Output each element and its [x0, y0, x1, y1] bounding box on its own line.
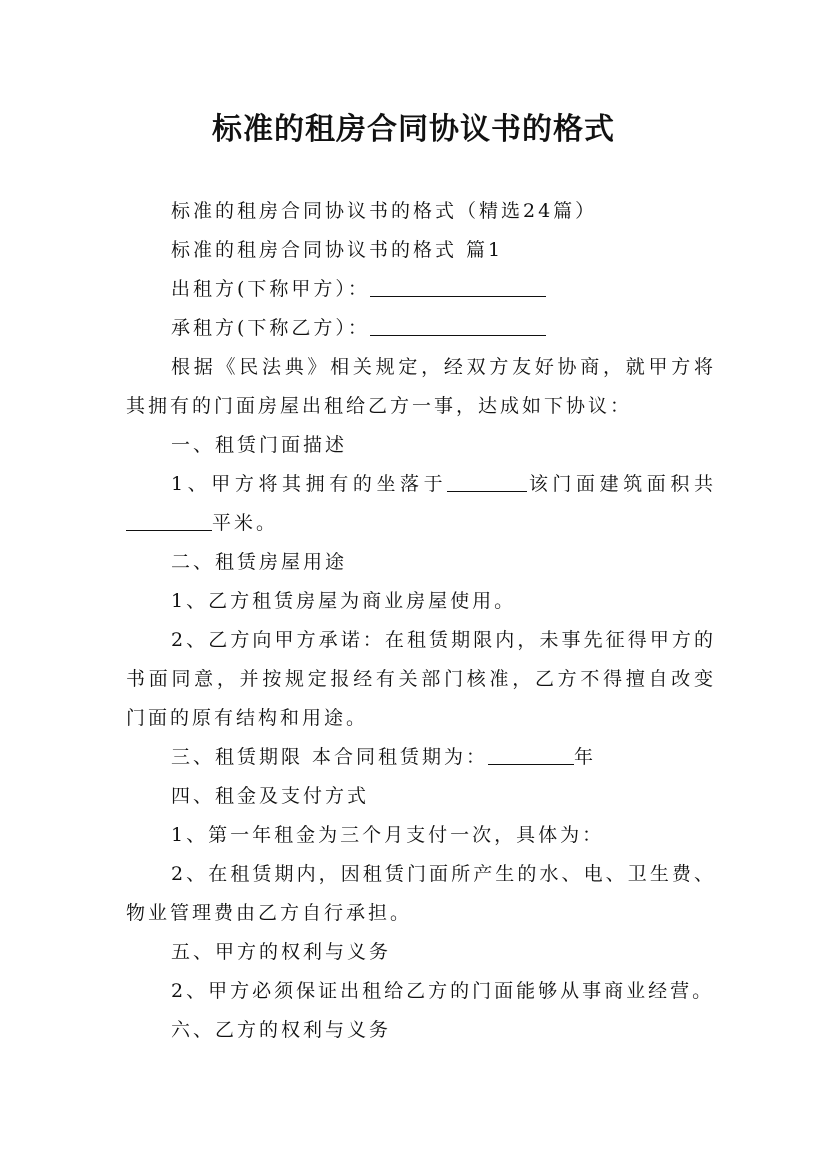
section-heading: 二、租赁房屋用途	[171, 551, 348, 573]
document-title: 标准的租房合同协议书的格式	[212, 112, 615, 147]
paragraph: 根据《民法典》相关规定，经双方友好协商，就甲方将其拥有的门面房屋出租给乙方一事，达成如下协议：	[126, 356, 716, 417]
paragraph: 2、在租赁期内，因租赁门面所产生的水、电、卫生费、物业管理费由乙方自行承担。	[126, 863, 716, 924]
area-blank	[126, 508, 212, 531]
location-clause	[126, 465, 716, 543]
lessor-line	[126, 270, 716, 309]
paragraph: 标准的租房合同协议书的格式（精选24篇）	[171, 200, 598, 222]
section-heading: 五、甲方的权利与义务	[171, 941, 392, 963]
section-heading: 四、租金及支付方式	[171, 785, 370, 807]
location-blank	[447, 469, 527, 492]
section-heading: 一、租赁门面描述	[171, 434, 348, 456]
lessor-label: 出租方(下称甲方）：	[171, 278, 370, 300]
section-heading: 六、乙方的权利与义务	[171, 1019, 392, 1041]
area-unit: 平米。	[212, 512, 279, 534]
paragraph: 1、乙方租赁房屋为商业房屋使用。	[171, 590, 517, 612]
lessor-blank	[370, 274, 546, 297]
lessee-label: 承租方(下称乙方）：	[171, 317, 370, 339]
term-text: 三、租赁期限 本合同租赁期为：	[171, 746, 489, 768]
term-blank	[488, 742, 574, 765]
paragraph: 1、第一年租金为三个月支付一次，具体为：	[171, 824, 605, 846]
location-text: 1、甲方将其拥有的坐落于	[171, 473, 448, 495]
document-body	[126, 192, 716, 1050]
lessee-line	[126, 309, 716, 348]
paragraph: 标准的租房合同协议书的格式 篇1	[171, 239, 504, 261]
paragraph: 2、乙方向甲方承诺：在租赁期限内，未事先征得甲方的书面同意，并按规定报经有关部门核准，乙方不得擅自改变门面的原有结构和用途。	[126, 629, 716, 729]
paragraph: 2、甲方必须保证出租给乙方的门面能够从事商业经营。	[171, 980, 715, 1002]
lessee-blank	[370, 313, 546, 336]
area-text: 该门面建筑面积共	[527, 473, 716, 495]
term-unit: 年	[574, 746, 597, 768]
term-clause	[126, 738, 716, 777]
